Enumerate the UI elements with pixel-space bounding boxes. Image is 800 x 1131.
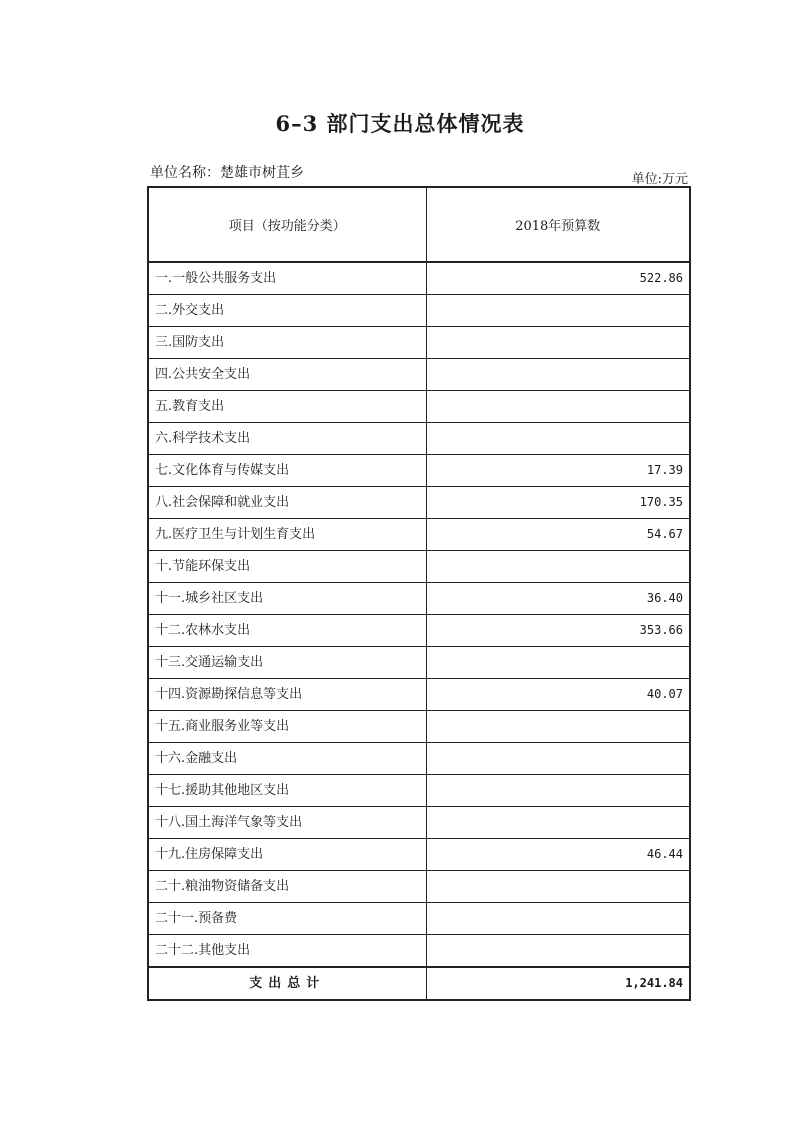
row-amount (426, 647, 690, 679)
row-item-label: 八.社会保障和就业支出 (148, 487, 426, 519)
table-row (148, 615, 690, 647)
table-row (148, 423, 690, 455)
row-item-label: 二十.粮油物资储备支出 (148, 871, 426, 903)
table-row (148, 743, 690, 775)
table-row (148, 455, 690, 487)
row-item-label: 十三.交通运输支出 (148, 647, 426, 679)
table-row (148, 807, 690, 839)
row-amount (426, 359, 690, 391)
row-item-label: 五.教育支出 (148, 391, 426, 423)
row-amount (426, 327, 690, 359)
row-amount (426, 903, 690, 935)
row-amount: 17.39 (426, 455, 690, 487)
row-item-label: 十四.资源勘探信息等支出 (148, 679, 426, 711)
table-row (148, 775, 690, 807)
row-item-label: 二十二.其他支出 (148, 935, 426, 968)
table-body (148, 262, 690, 967)
row-amount (426, 871, 690, 903)
unit-name-label: 单位名称：楚雄市树苴乡 (150, 165, 304, 181)
table-row (148, 935, 690, 968)
row-amount: 36.40 (426, 583, 690, 615)
column-header-item: 项目（按功能分类） (148, 187, 426, 262)
table-row (148, 839, 690, 871)
table-row (148, 262, 690, 295)
row-amount (426, 743, 690, 775)
total-row (148, 967, 690, 1000)
table-row (148, 519, 690, 551)
row-item-label: 四.公共安全支出 (148, 359, 426, 391)
table-row (148, 487, 690, 519)
row-amount (426, 391, 690, 423)
row-amount: 522.86 (426, 262, 690, 295)
expenditure-table (147, 186, 691, 1001)
table-row (148, 711, 690, 743)
row-item-label: 十九.住房保障支出 (148, 839, 426, 871)
row-item-label: 十七.援助其他地区支出 (148, 775, 426, 807)
table-row (148, 359, 690, 391)
row-item-label: 十.节能环保支出 (148, 551, 426, 583)
table-row (148, 871, 690, 903)
row-amount: 170.35 (426, 487, 690, 519)
table-row (148, 391, 690, 423)
row-item-label: 十五.商业服务业等支出 (148, 711, 426, 743)
row-item-label: 三.国防支出 (148, 327, 426, 359)
row-item-label: 二.外交支出 (148, 295, 426, 327)
row-amount: 46.44 (426, 839, 690, 871)
row-item-label: 十一.城乡社区支出 (148, 583, 426, 615)
total-amount: 1,241.84 (426, 967, 690, 1000)
row-item-label: 十六.金融支出 (148, 743, 426, 775)
row-item-label: 十八.国土海洋气象等支出 (148, 807, 426, 839)
row-item-label: 七.文化体育与传媒支出 (148, 455, 426, 487)
table-row (148, 551, 690, 583)
row-item-label: 十二.农林水支出 (148, 615, 426, 647)
row-amount (426, 807, 690, 839)
row-item-label: 二十一.预备费 (148, 903, 426, 935)
row-amount: 40.07 (426, 679, 690, 711)
page-title: 6–3 部门支出总体情况表 (275, 111, 525, 136)
table-row (148, 327, 690, 359)
row-amount (426, 935, 690, 968)
row-item-label: 九.医疗卫生与计划生育支出 (148, 519, 426, 551)
row-amount: 54.67 (426, 519, 690, 551)
row-item-label: 六.科学技术支出 (148, 423, 426, 455)
row-amount (426, 775, 690, 807)
row-amount: 353.66 (426, 615, 690, 647)
row-amount (426, 423, 690, 455)
table-row (148, 679, 690, 711)
table-row (148, 295, 690, 327)
row-amount (426, 295, 690, 327)
column-header-budget: 2018年预算数 (426, 187, 690, 262)
row-item-label: 一.一般公共服务支出 (148, 262, 426, 295)
table-header-row (148, 187, 690, 262)
row-amount (426, 711, 690, 743)
table-row (148, 583, 690, 615)
total-label: 支出总计 (148, 967, 426, 1000)
table-row (148, 903, 690, 935)
currency-unit-label: 单位:万元 (631, 172, 688, 187)
row-amount (426, 551, 690, 583)
table-row (148, 647, 690, 679)
